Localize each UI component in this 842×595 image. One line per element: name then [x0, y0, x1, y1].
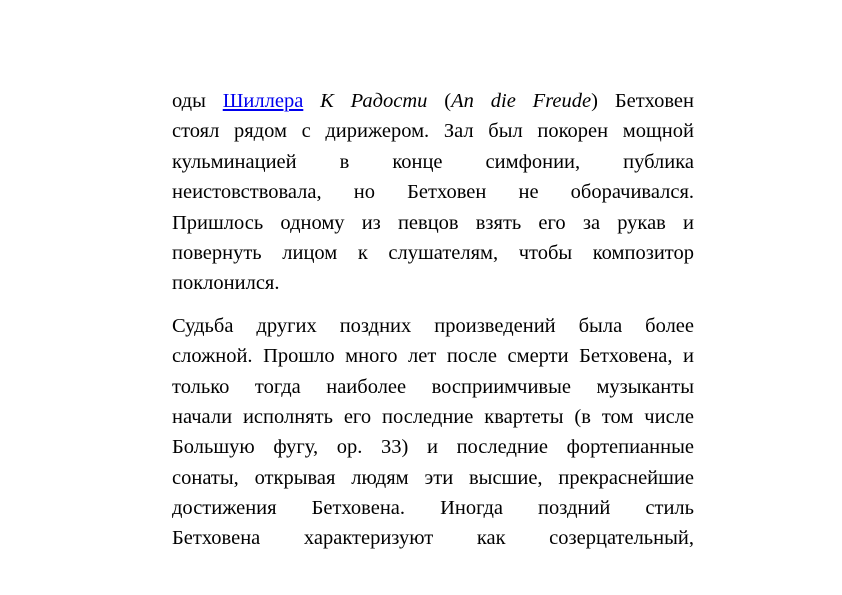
line-paren-open: (: [427, 90, 452, 112]
ode-title-german: An die Freude: [451, 90, 592, 112]
ode-title-russian: К Радости: [320, 90, 428, 112]
line-space: [303, 90, 320, 112]
paragraph-1-line-7: поклонился.: [172, 272, 280, 295]
paragraph-1-line-3: кульминацией в конце симфонии, публика: [172, 150, 694, 173]
paragraph-2-line-3: только тогда наиболее восприимчивые музыканты: [172, 375, 694, 398]
paragraph-1-line-6: повернуть лицом к слушателям, чтобы композитор: [172, 241, 694, 264]
line-prefix: оды: [172, 90, 223, 112]
paragraph-2-line-5: Большую фугу, ор. 33) и последние фортепианные: [172, 436, 694, 459]
paragraph-1-line-2: стоял рядом с дирижером. Зал был покорен мощной: [172, 120, 694, 143]
paragraph-1-line-5: Пришлось одному из певцов взять его за рукав и: [172, 211, 694, 234]
paragraph-2-line-2: сложной. Прошло много лет после смерти Бетховена, и: [172, 345, 694, 368]
paragraph-1-line-1: [172, 86, 694, 116]
paragraph-2: [172, 311, 694, 554]
paragraph-2-line-1: Судьба других поздних произведений была более: [172, 314, 694, 337]
paragraph-2-line-8: Бетховена характеризуют как созерцательный,: [172, 527, 694, 550]
paragraph-spacer: [172, 299, 694, 311]
schiller-link[interactable]: Шиллера: [222, 90, 304, 112]
text-block: [172, 86, 694, 554]
paragraph-2-line-7: достижения Бетховена. Иногда поздний стиль: [172, 497, 694, 520]
paragraph-1: [172, 86, 694, 299]
paragraph-2-line-4: начали исполнять его последние квартеты (в том числе: [172, 405, 694, 428]
line-suffix: ) Бетховен: [591, 90, 694, 112]
paragraph-1-line-4: неистовствовала, но Бетховен не оборачивался.: [172, 181, 694, 204]
paragraph-2-line-6: сонаты, открывая людям эти высшие, прекраснейшие: [172, 466, 694, 489]
